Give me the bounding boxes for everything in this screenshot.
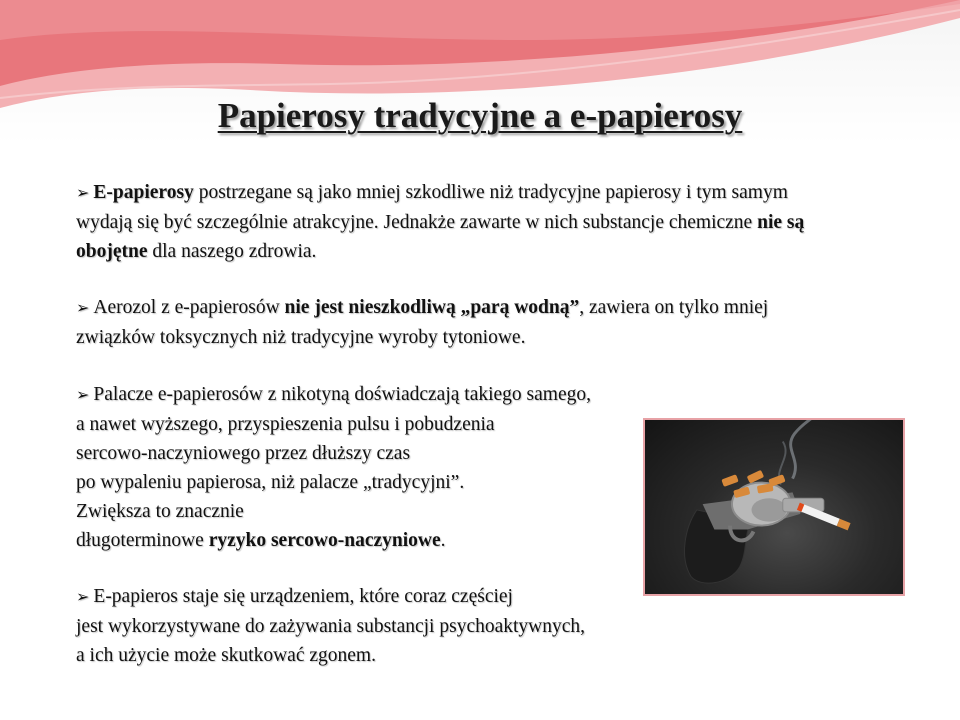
arrow-right-icon: ➢ [76, 387, 90, 404]
bold-term: nie są obojętne [76, 212, 805, 262]
bold-term: ryzyko sercowo-naczyniowe [208, 530, 441, 551]
bold-term: nie jest nieszkodliwą „parą wodną” [284, 297, 580, 318]
smoke [791, 420, 814, 479]
slide-title: Papierosy tradycyjne a e-papierosy [217, 96, 743, 135]
arrow-right-icon: ➢ [76, 185, 90, 202]
revolver-cylinder-shade [752, 498, 787, 521]
revolver-cigarettes-photo [643, 418, 905, 596]
bullet-paragraph-4: ➢ E-papieros staje się urządzeniem, które coraz częściej jest wykorzystywane do zażywania substancji psychoaktywnych, a ich użycie może skutkować zgonem. [76, 586, 586, 666]
cigarette-filter [747, 470, 764, 484]
bullet-paragraph-2: ➢ Aerozol z e-papierosów nie jest nieszkodliwą „parą wodną”, zawiera on tylko mniej związków toksycznych niż tradycyjne wyroby tytoniowe. [76, 297, 769, 348]
cigarette-filter [721, 474, 738, 487]
bullet-paragraph-1: ➢ E-papierosy postrzegane są jako mniej szkodliwe niż tradycyjne papierosy i tym samym wydają się być szczególnie atrakcyjne. Jednakże zawarte w nich substancje chemiczne nie są obojętne dla naszego zdrowia. [76, 182, 805, 262]
bullet-paragraph-3: ➢ Palacze e-papierosów z nikotyną doświadczają takiego samego, a nawet wyższego, przyspieszenia pulsu i pobudzenia sercowo-naczyniowego przez dłuższy czas po wypaleniu papierosa, niż palacze „tradycyjni”. Zwiększa to znacznie długoterminowe ryzyko sercowo-naczyniowe. [76, 384, 591, 551]
bold-term: E-papierosy [93, 182, 194, 203]
revolver-illustration [645, 420, 903, 594]
arrow-right-icon: ➢ [76, 589, 90, 606]
arrow-right-icon: ➢ [76, 300, 90, 317]
